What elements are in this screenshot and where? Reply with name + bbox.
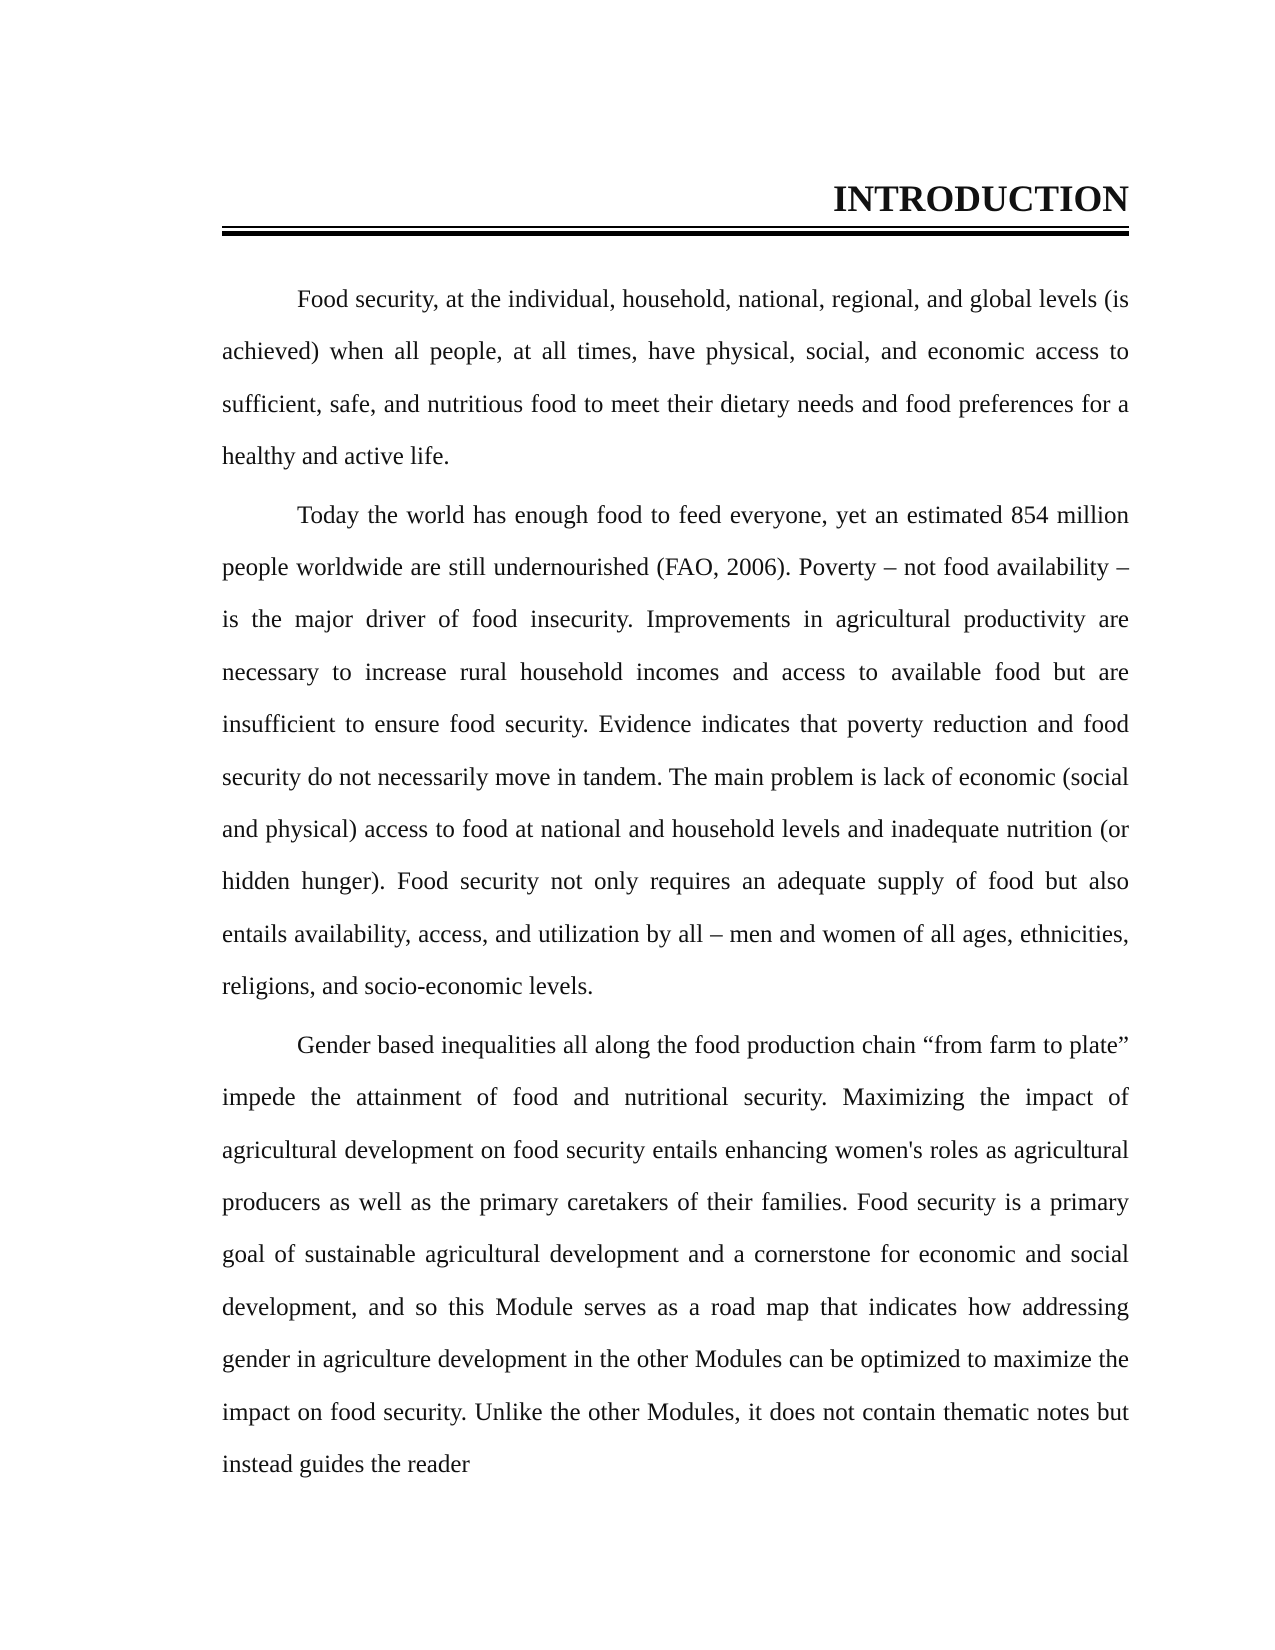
title-rule-thick (222, 231, 1129, 236)
page-title: INTRODUCTION (832, 179, 1129, 220)
paragraph-3: Gender based inequalities all along the food production chain “from farm to plate” impede the attainment of food and nutritional security. Maximizing the impact of agricultural development on food security entails enhancing women's roles as agricultural producers as well as the primary caretakers of their families. Food security is a primary goal of sustainable agricultural development and a cornerstone for economic and social development, and so this Module serves as a road map that indicates how addressing gender in agriculture development in the other Modules can be optimized to maximize the impact on food security. Unlike the other Modules, it does not contain thematic notes but instead guides the reader (222, 1031, 1129, 1478)
paragraph-1: Food security, at the individual, household, national, regional, and global levels (is achieved) when all people, at all times, have physical, social, and economic access to sufficient, safe, and nutritious food to meet their dietary needs and food preferences for a healthy and active life. (222, 286, 1129, 471)
title-rule-thin (222, 226, 1129, 228)
heading-block (222, 178, 1129, 236)
body-text (222, 274, 1129, 1497)
paragraph-2: Today the world has enough food to feed everyone, yet an estimated 854 million people worldwide are still undernourished (FAO, 2006). Poverty – not food availability – is the major driver of food insecurity. Improvements in agricultural productivity are necessary to increase rural household incomes and access to available food but are insufficient to ensure food security. Evidence indicates that poverty reduction and food security do not necessarily move in tandem. The main problem is lack of economic (social and physical) access to food at national and household levels and inadequate nutrition (or hidden hunger). Food security not only requires an adequate supply of food but also entails availability, access, and utilization by all – men and women of all ages, ethnicities, religions, and socio-economic levels. (222, 501, 1129, 1001)
